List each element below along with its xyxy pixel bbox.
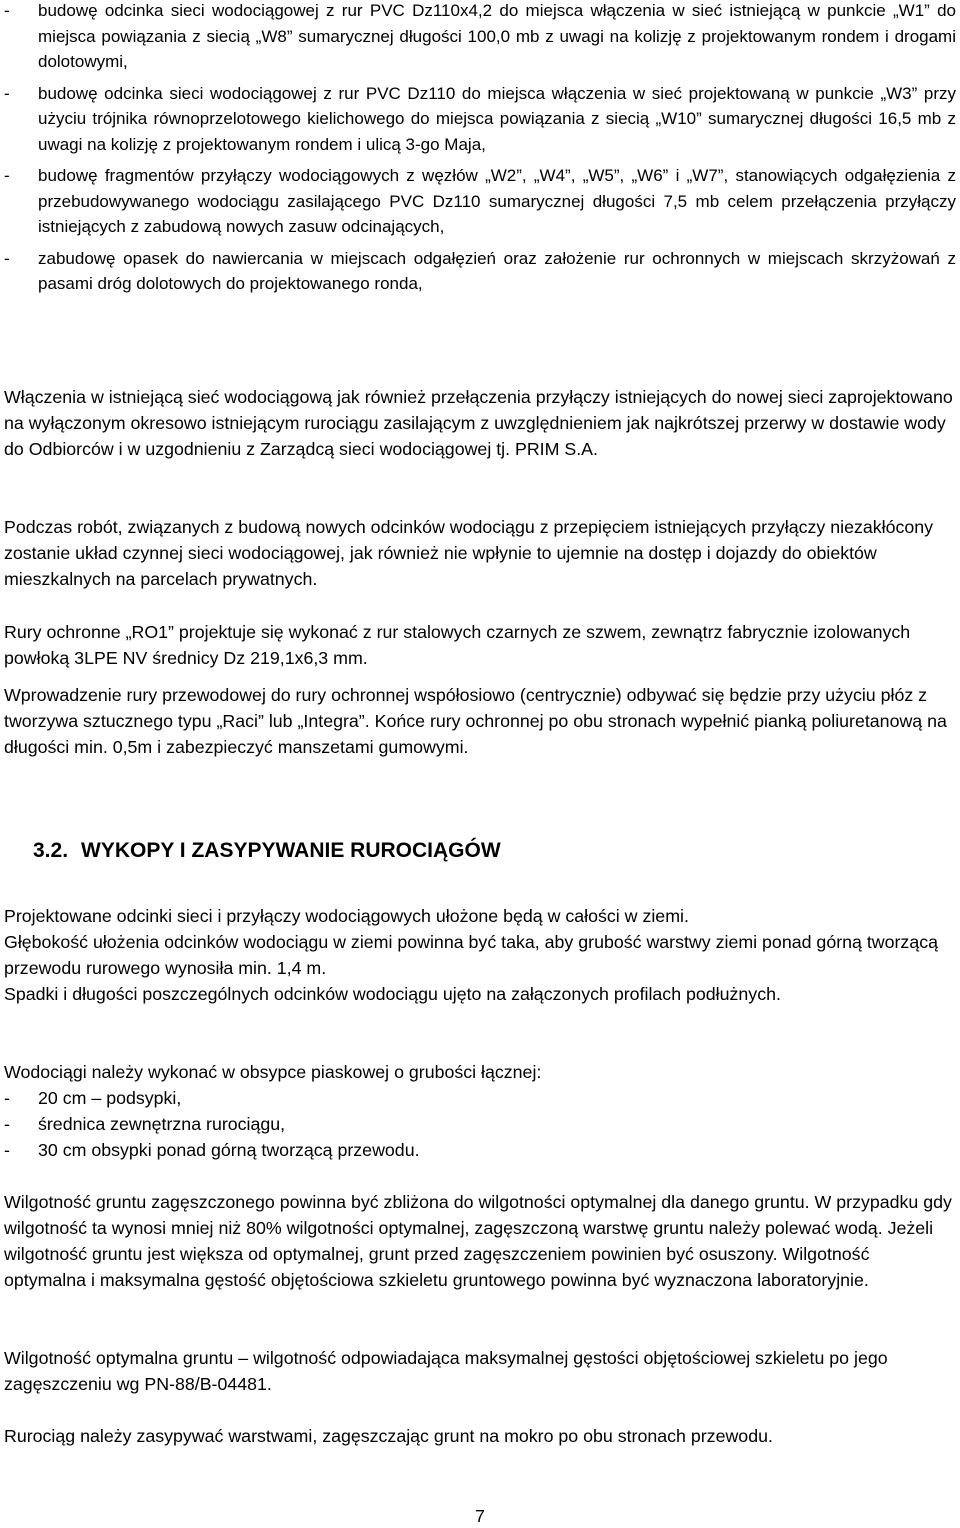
list-dash: - [4, 248, 10, 268]
paragraph-wodociagi: Wodociągi należy wykonać w obsypce piaskowej o grubości łącznej: [4, 1062, 542, 1082]
paragraph-rury-ochronne: Rury ochronne „RO1” projektuje się wykonać z rur stalowych czarnych ze szwem, zewnątrz fabrycznie izolowanych powłoką 3LPE NV średnicy Dz 219,1x6,3 mm. [4, 622, 911, 668]
obsypka-list [4, 1085, 956, 1163]
list-item [4, 163, 956, 240]
list-dash: - [4, 83, 10, 103]
list-item-text: zabudowę opasek do nawiercania w miejscach odgałęzień oraz założenie rur ochronnych w miejscach skrzyżowań z pasami dróg dolotowych do projektowanego ronda, [38, 248, 956, 293]
list-item-text: budowę odcinka sieci wodociągowej z rur PVC Dz110x4,2 do miejsca włączenia w sieć istniejącą w punkcie „W1” do miejsca powiązania z siecią „W8” sumarycznej długości 100,0 mb z uwagi na kolizję z projektowanym rondem i drogami dolotowymi, [38, 1, 956, 71]
list-dash: - [4, 166, 10, 185]
paragraph-wilgotnosc-optymalna: Wilgotność optymalna gruntu – wilgotność odpowiadająca maksymalnej gęstości objętościowej szkieletu po jego zagęszczeniu wg PN-88/B-04481. [4, 1348, 888, 1394]
paragraph-wprowadzenie: Wprowadzenie rury przewodowej do rury ochronnej współosiowo (centrycznie) odbywać się będzie przy użyciu płóz z tworzywa sztucznego typu „Raci” lub „Integra”. Końce rury ochronnej po obu stronach wypełnić pianką poliuretanową na długości min. 0,5m i zabezpieczyć manszetami gumowymi. [4, 685, 947, 757]
section-heading [33, 837, 501, 865]
list-item [4, 1085, 956, 1111]
list-item [4, 1111, 956, 1137]
paragraph-wilgotnosc: Wilgotność gruntu zagęszczonego powinna być zbliżona do wilgotności optymalnej dla danego gruntu. W przypadku gdy wilgotność ta wynosi mniej niż 80% wilgotności optymalnej, zagęszczoną warstwę gruntu należy polewać wodą. Jeżeli wilgotność gruntu jest większa od optymalnej, grunt przed zagęszczeniem powinien być osuszony. Wilgotność optymalna i maksymalna gęstość objętościowa szkieletu gruntowego powinna być wyznaczona laboratoryjnie. [4, 1192, 952, 1290]
list-item-text: budowę odcinka sieci wodociągowej z rur PVC Dz110 do miejsca włączenia w sieć projektowaną w punkcie „W3” przy użyciu trójnika równoprzelotowego kielichowego do miejsca powiązania z siecią „W10” sumarycznej długości 16,5 mb z uwagi na kolizję z projektowanym rondem i ulicą 3-go Maja, [38, 83, 956, 154]
list-item [4, 81, 956, 158]
page-number: 7 [475, 1506, 485, 1526]
list-item [4, 246, 956, 297]
list-dash: - [4, 1088, 10, 1108]
list-item [4, 0, 956, 75]
list-item [4, 1137, 956, 1163]
list-dash: - [4, 1114, 10, 1134]
list-item-text: 30 cm obsypki ponad górną tworzącą przewodu. [38, 1140, 420, 1160]
section-title: WYKOPY I ZASYPYWANIE RUROCIĄGÓW [81, 839, 501, 862]
paragraph-spadki: Spadki i długości poszczególnych odcinków wodociągu ujęto na załączonych profilach podłużnych. [4, 984, 781, 1004]
paragraph-projektowane: Projektowane odcinki sieci i przyłączy wodociągowych ułożone będą w całości w ziemi. [4, 906, 689, 926]
section-number: 3.2. [33, 839, 69, 862]
list-item-text: budowę fragmentów przyłączy wodociągowych z węzłów „W2”, „W4”, „W5”, „W6” i „W7”, stanowiących odgałęzienia z przebudowywanego wodociągu zasilającego PVC Dz110 sumarycznej długości 7,5 mb celem przełączenia przyłączy istniejących z zabudową nowych zasuw odcinających, [38, 166, 956, 236]
scope-bullet-list [4, 0, 956, 297]
paragraph-wlaczenia: Włączenia w istniejącą sieć wodociągową jak również przełączenia przyłączy istniejących do nowej sieci zaprojektowano na wyłączonym okresowo istniejącym rurociągu zasilającym z uwzględnieniem jak najkrótszej przerwy w dostawie wody do Odbiorców i w uzgodnieniu z Zarządcą sieci wodociągowej tj. PRIM S.A. [4, 387, 953, 459]
list-dash: - [4, 1, 10, 20]
paragraph-glebokosc: Głębokość ułożenia odcinków wodociągu w ziemi powinna być taka, aby grubość warstwy ziemi ponad górną tworzącą przewodu rurowego wynosiła min. 1,4 m. [4, 932, 938, 978]
paragraph-podczas: Podczas robót, związanych z budową nowych odcinków wodociągu z przepięciem istniejących przyłączy niezakłócony zostanie układ czynnej sieci wodociągowej, jak również nie wpłynie to ujemnie na dostęp i dojazdy do obiektów mieszkalnych na parcelach prywatnych. [4, 517, 934, 589]
paragraph-rurociag: Rurociąg należy zasypywać warstwami, zagęszczając grunt na mokro po obu stronach przewodu. [4, 1426, 773, 1446]
list-item-text: średnica zewnętrzna rurociągu, [38, 1114, 286, 1134]
list-item-text: 20 cm – podsypki, [38, 1088, 182, 1108]
list-dash: - [4, 1140, 10, 1160]
